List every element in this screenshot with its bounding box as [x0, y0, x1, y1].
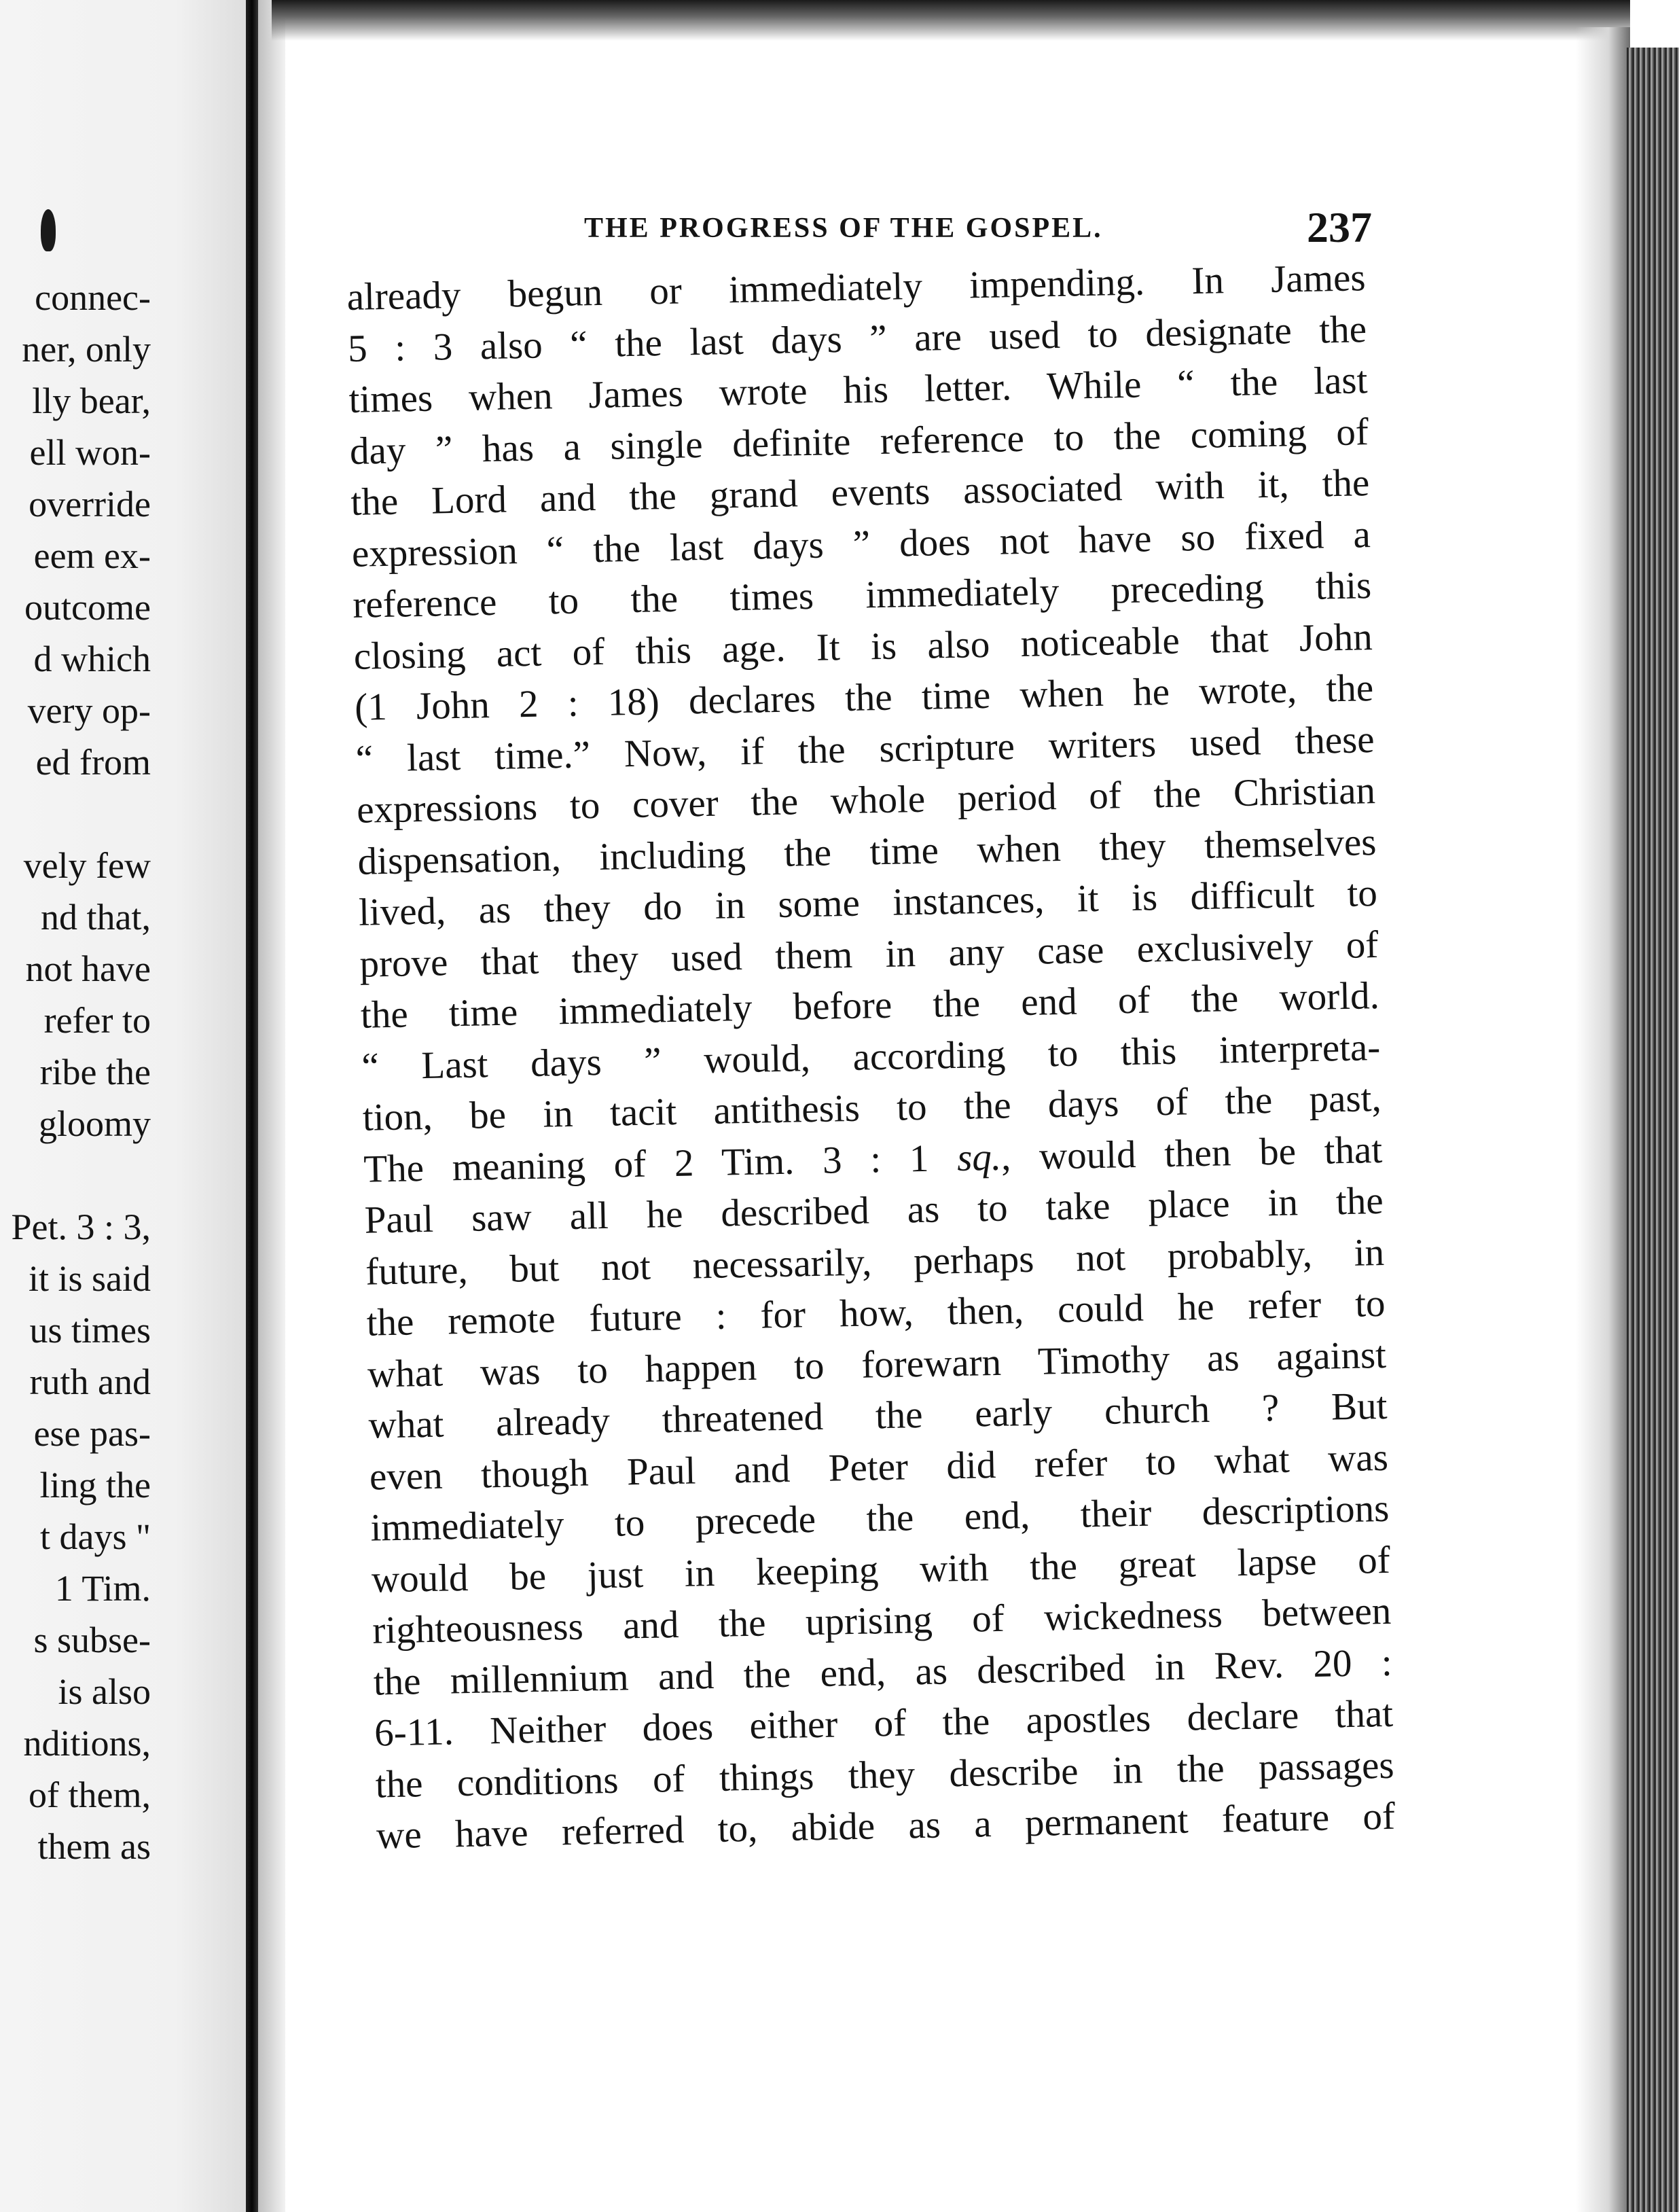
top-edge-shadow	[272, 0, 1630, 41]
body-line: reference to the times immediately preceding this	[352, 564, 1372, 626]
body-line: the Lord and the grand events associated with it, the	[350, 461, 1370, 524]
body-line: 6-11. Neither does either of the apostles declare that	[374, 1692, 1394, 1755]
left-page-line: vely few	[23, 845, 151, 886]
left-page-line: of them,	[29, 1774, 151, 1815]
left-page-line: Pet. 3 : 3,	[11, 1207, 151, 1247]
left-page-line: ruth and	[29, 1361, 151, 1402]
left-page-line: override	[29, 484, 151, 524]
body-line: the remote future : for how, then, could he refer to	[366, 1281, 1386, 1344]
body-line: prove that they used them in any case exclusively of	[359, 923, 1379, 986]
left-page-line: eem ex-	[33, 535, 151, 576]
left-page-line: it is said	[28, 1258, 151, 1299]
body-line: 5 : 3 also “ the last days ” are used to designate the	[347, 307, 1367, 370]
body-line: even though Paul and Peter did refer to what was	[369, 1435, 1389, 1499]
left-page-line: them as	[37, 1826, 151, 1867]
body-line: righteousness and the uprising of wickedness between	[372, 1589, 1392, 1652]
gutter-shadow	[258, 0, 285, 2212]
body-line: the millennium and the end, as described in Rev. 20 :	[373, 1641, 1393, 1704]
left-page-line: d which	[33, 639, 151, 679]
left-page-line: gloomy	[38, 1103, 151, 1144]
left-page-line: ner, only	[22, 329, 151, 370]
left-page-line: ese pas-	[33, 1413, 151, 1454]
body-line: dispensation, including the time when they themselves	[357, 820, 1377, 883]
left-page-line: outcome	[24, 587, 151, 628]
left-page-line: t days "	[39, 1516, 151, 1557]
book-gutter	[246, 0, 258, 2212]
left-page-line: nd that,	[41, 897, 151, 938]
left-page-text	[0, 272, 151, 1872]
body-line: what already threatened the early church ? But	[368, 1384, 1388, 1447]
body-line: Paul saw all he described as to take place in the	[364, 1179, 1384, 1242]
body-line: already begun or immediately impending. In James	[346, 256, 1367, 319]
body-line: (1 John 2 : 18) declares the time when he wrote, the	[354, 666, 1374, 729]
italic-abbreviation: sq.	[956, 1135, 1002, 1179]
body-line: lived, as they do in some instances, it is difficult to	[358, 872, 1378, 934]
body-line: what was to happen to forewarn Timothy as against	[367, 1333, 1387, 1396]
left-page-line: us times	[29, 1310, 151, 1351]
body-line: future, but not necessarily, perhaps not probably, in	[365, 1230, 1385, 1294]
ink-mark	[41, 209, 56, 251]
running-head: THE PROGRESS OF THE GOSPEL.	[584, 213, 1103, 244]
left-page-line: nditions,	[23, 1723, 151, 1764]
left-page-line: 1 Tim.	[54, 1568, 151, 1609]
body-line: would be just in keeping with the great lapse of	[371, 1538, 1391, 1601]
page-stack-edges	[1627, 48, 1679, 2212]
body-line: “ Last days ” would, according to this interpreta-	[361, 1025, 1381, 1088]
left-page	[0, 0, 251, 2212]
left-page-line: is also	[58, 1671, 151, 1712]
left-page-line: very op-	[27, 690, 151, 731]
body-line: closing act of this age. It is also noticeable that John	[353, 615, 1373, 678]
left-page-line	[0, 1149, 151, 1201]
left-page-line	[0, 788, 151, 840]
body-line: “ last time.” Now, if the scripture writers used these	[355, 717, 1375, 781]
left-page-line: not have	[25, 948, 151, 989]
body-text	[346, 252, 1396, 1861]
body-line: times when James wrote his letter. While “ the last	[348, 359, 1368, 421]
left-page-line: refer to	[43, 1000, 151, 1041]
left-page-line: ribe the	[39, 1052, 151, 1092]
left-page-line: connec-	[35, 277, 151, 318]
body-line: we have referred to, abide as a permanent feature of	[376, 1794, 1396, 1857]
page-number: 237	[1307, 203, 1372, 251]
left-page-line: s subse-	[33, 1620, 151, 1660]
body-line: tion, be in tacit antithesis to the days of the past,	[362, 1076, 1382, 1139]
page-edge-shadow	[1576, 27, 1630, 2212]
body-line: expression “ the last days ” does not have so fixed a	[351, 512, 1371, 575]
body-line: The meaning of 2 Tim. 3 : 1 sq., would then be that	[363, 1128, 1383, 1191]
body-line: the time immediately before the end of the world.	[360, 974, 1380, 1037]
body-line: the conditions of things they describe in the passages	[375, 1743, 1395, 1806]
left-page-line: ed from	[35, 742, 151, 783]
left-page-line: lly bear,	[32, 380, 151, 421]
body-line: immediately to precede the end, their descriptions	[369, 1486, 1390, 1550]
body-line: expressions to cover the whole period of the Christian	[356, 769, 1376, 832]
body-line: day ” has a single definite reference to the coming of	[349, 410, 1369, 473]
left-page-line: ell won-	[29, 432, 151, 473]
left-page-line: ling the	[39, 1465, 151, 1505]
page-header	[584, 202, 1372, 257]
